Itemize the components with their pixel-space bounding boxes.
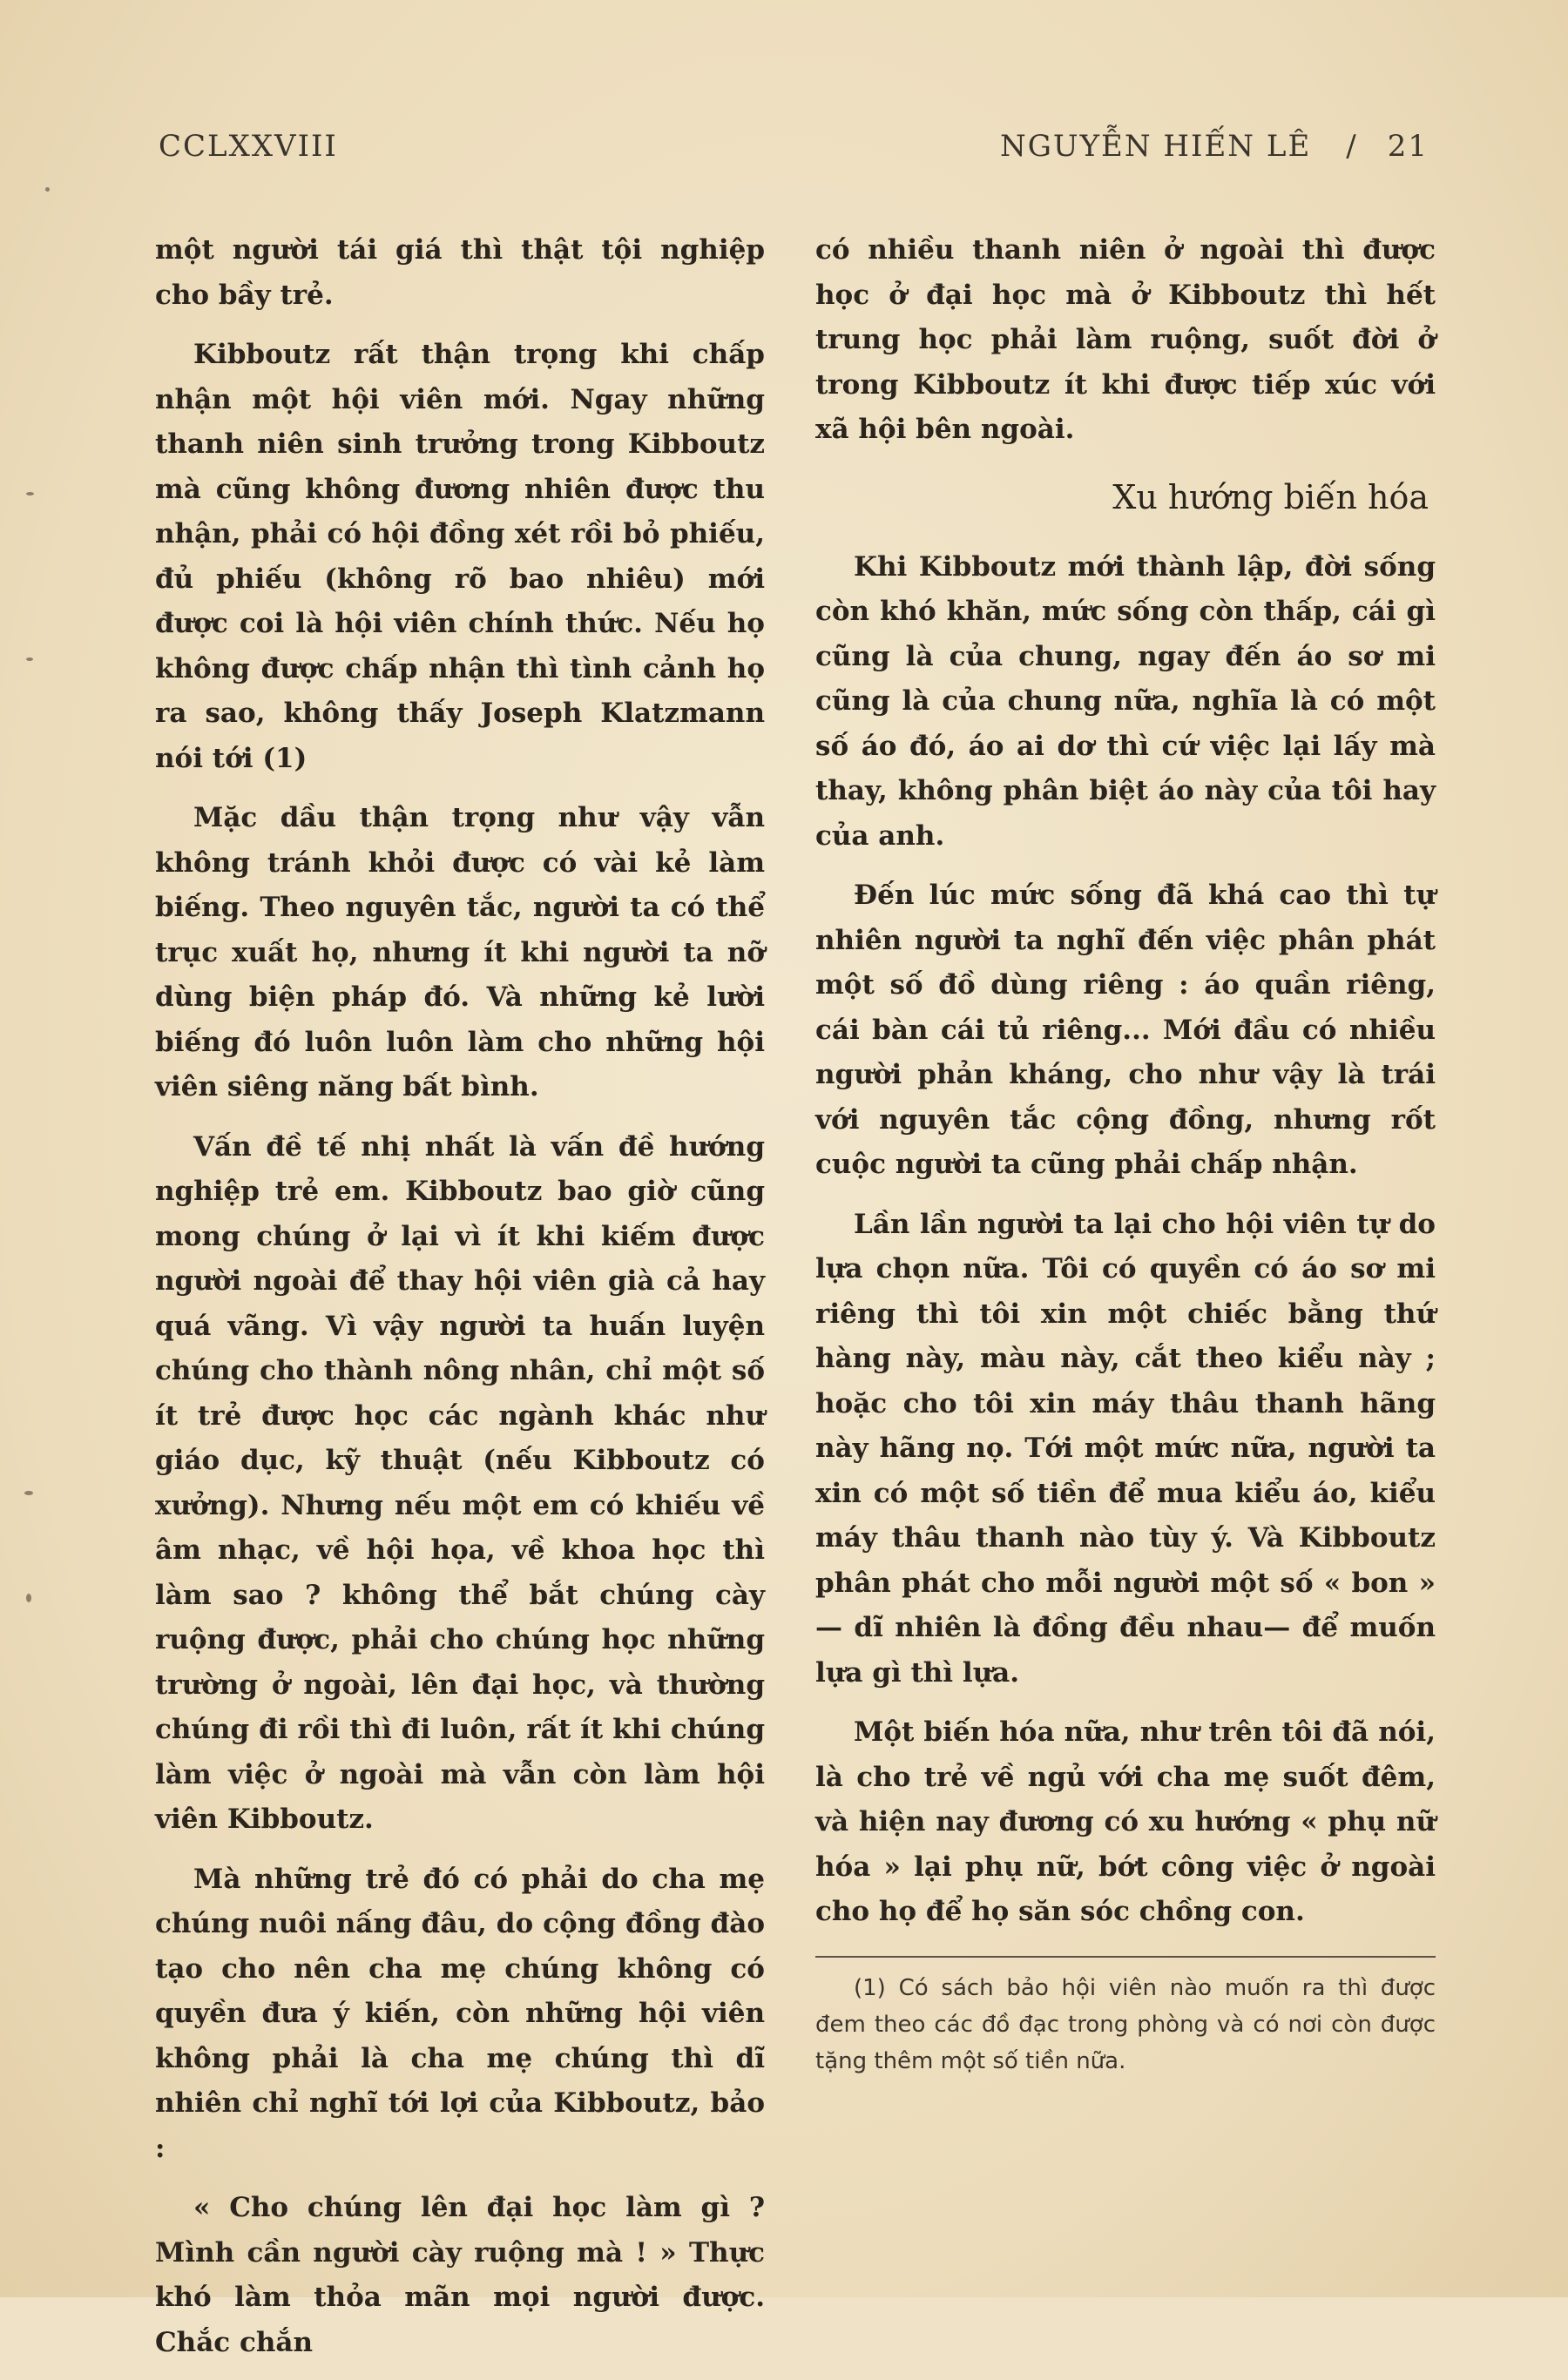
paragraph: một người tái giá thì thật tội nghiệp cho bầy trẻ. — [155, 234, 765, 311]
paragraph: Đến lúc mức sống đã khá cao thì tự nhiên người ta nghĩ đến việc phân phát một số đồ dùng riêng : áo quần riêng, cái bàn cái tủ riêng... Mới đầu có nhiều người phản kháng, cho như vậy là trái với nguyên tắc cộng đồng, nhưng rốt cuộc người ta cũng phải chấp nhận. — [815, 880, 1436, 1180]
paragraph: Vấn đề tế nhị nhất là vấn đề hướng nghiệp trẻ em. Kibboutz bao giờ cũng mong chúng ở lại vì ít khi kiếm được người ngoài để thay hội viên già cả hay quá vãng. Vì vậy người ta huấn luyện chúng cho thành nông nhân, chỉ một số ít trẻ được học các ngành khác như giáo dục, kỹ thuật (nếu Kibboutz có xưởng). Nhưng nếu một em có khiếu về âm nhạc, về hội họa, về khoa học thì làm sao ? không thể bắt chúng cày ruộng được, phải cho chúng học những trường ở ngoài, lên đại học, và thường chúng đi rồi thì đi luôn, rất ít khi chúng làm việc ở ngoài mà vẫn còn làm hội viên Kibboutz. — [155, 1130, 765, 1835]
paragraph: Mặc dầu thận trọng như vậy vẫn không tránh khỏi được có vài kẻ làm biếng. Theo nguyên tắc, người ta có thể trục xuất họ, nhưng ít khi người ta nỡ dùng biện pháp đó. Và những kẻ lười biếng đó luôn luôn làm cho những hội viên siêng năng bất bình. — [155, 802, 765, 1102]
section-title: Xu hướng biến hóa — [1112, 477, 1429, 516]
paragraph: Lần lần người ta lại cho hội viên tự do lựa chọn nữa. Tôi có quyền có áo sơ mi riêng thì tôi xin một chiếc bằng thứ hàng này, màu này, cắt theo kiểu này ; hoặc cho tôi xin máy thâu thanh hãng này hãng nọ. Tới một mức nữa, người ta xin có một số tiền để mua kiểu áo, kiểu máy thâu thanh nào tùy ý. Và Kibboutz phân phát cho mỗi người một số « bon » — dĩ nhiên là đồng đều nhau— để muốn lựa gì thì lựa. — [815, 1208, 1436, 1689]
paragraph: « Cho chúng lên đại học làm gì ? Mình cần người cày ruộng mà ! » Thực khó làm thỏa mãn mọi người được. Chắc chắn — [155, 2192, 765, 2358]
paragraph: Một biến hóa nữa, như trên tôi đã nói, là cho trẻ về ngủ với cha mẹ suốt đêm, và hiện nay đương có xu hướng « phụ nữ hóa » lại phụ nữ, bớt công việc ở ngoài cho họ để họ săn sóc chồng con. — [815, 1716, 1436, 1927]
paper-speck — [45, 187, 50, 192]
paper-speck — [26, 657, 33, 661]
paper-speck — [26, 1594, 31, 1602]
author-page-header — [1000, 129, 1429, 164]
paper-speck — [26, 492, 34, 496]
right-column — [815, 228, 1436, 2094]
running-header — [159, 122, 1429, 174]
paper-speck — [24, 1491, 33, 1495]
paragraph: Mà những trẻ đó có phải do cha mẹ chúng nuôi nấng đâu, do cộng đồng đào tạo cho nên cha mẹ chúng không có quyền đưa ý kiến, còn những hội viên không phải là cha mẹ chúng thì dĩ nhiên chỉ nghĩ tới lợi của Kibboutz, bảo : — [155, 1863, 765, 2164]
paragraph: Kibboutz rất thận trọng khi chấp nhận một hội viên mới. Ngay những thanh niên sinh trưởng trong Kibboutz mà cũng không đương nhiên được thu nhận, phải có hội đồng xét rồi bỏ phiếu, đủ phiếu (không rõ bao nhiêu) mới được coi là hội viên chính thức. Nếu họ không được chấp nhận thì tình cảnh họ ra sao, không thấy Joseph Klatzmann nói tới (1) — [155, 339, 765, 774]
header-separator: / — [1346, 129, 1358, 164]
left-column — [155, 228, 765, 2380]
author-name: NGUYỄN HIẾN LÊ — [1000, 129, 1312, 164]
footnote: (1) Có sách bảo hội viên nào muốn ra thì được đem theo các đồ đạc trong phòng và có nơi còn được tặng thêm một số tiền nữa. — [815, 1974, 1436, 2074]
chapter-number: CCLXXVIII — [159, 129, 338, 164]
page-number: 21 — [1387, 129, 1429, 164]
footnote-divider — [815, 1956, 1436, 1958]
paragraph: Khi Kibboutz mới thành lập, đời sống còn khó khăn, mức sống còn thấp, cái gì cũng là của chung, ngay đến áo sơ mi cũng là của chung nữa, nghĩa là có một số áo đó, áo ai dơ thì cứ việc lại lấy mà thay, không phân biệt áo này của tôi hay của anh. — [815, 550, 1436, 852]
paragraph: có nhiều thanh niên ở ngoài thì được học ở đại học mà ở Kibboutz thì hết trung học phải làm ruộng, suốt đời ở trong Kibboutz ít khi được tiếp xúc với xã hội bên ngoài. — [815, 234, 1436, 445]
